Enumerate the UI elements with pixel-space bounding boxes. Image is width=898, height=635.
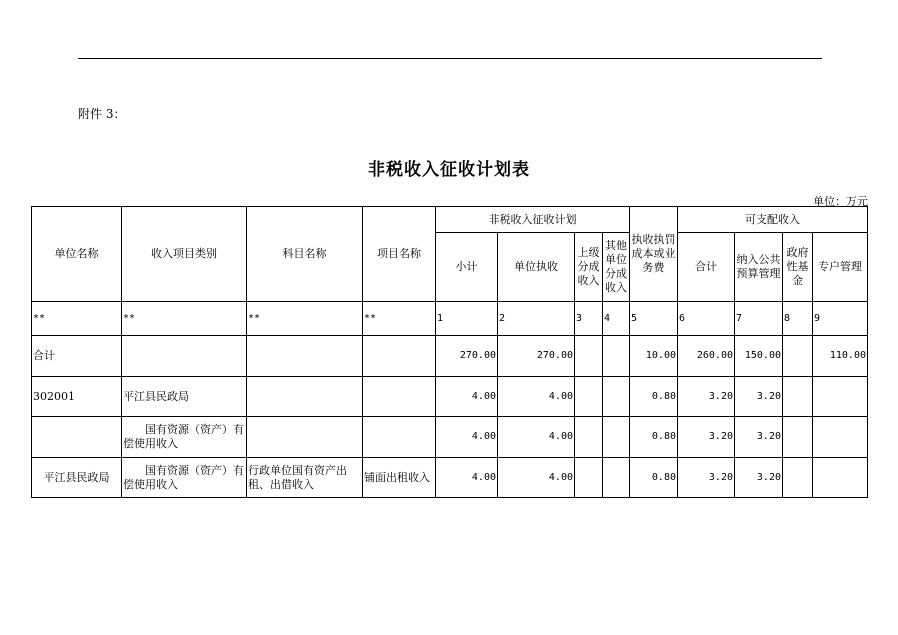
value-cell	[603, 336, 630, 377]
index-cell: **	[363, 302, 436, 336]
category-cell: 国有资源（资产）有偿使用收入	[122, 417, 247, 458]
value-cell	[575, 458, 603, 498]
attachment-label: 附件 3：	[78, 107, 126, 121]
header-enforce-cost: 执收执罚成本或业务费	[630, 207, 678, 302]
subject-cell: 行政单位国有资产出租、出借收入	[247, 458, 363, 498]
header-special-mgmt: 专户管理	[813, 233, 868, 302]
table-row	[32, 377, 868, 417]
value-cell	[783, 336, 813, 377]
value-cell	[603, 417, 630, 458]
table-row	[32, 417, 868, 458]
value-cell	[813, 417, 868, 458]
value-cell	[813, 377, 868, 417]
value-cell	[575, 377, 603, 417]
value-cell	[603, 458, 630, 498]
index-cell: 8	[783, 302, 813, 336]
index-cell: **	[32, 302, 122, 336]
header-gov-fund: 政府性基金	[783, 233, 813, 302]
header-income-category: 收入项目类别	[122, 207, 247, 302]
value-cell: 270.00	[436, 336, 498, 377]
header-unit-collect: 单位执收	[498, 233, 575, 302]
top-rule	[78, 58, 822, 59]
index-cell: 9	[813, 302, 868, 336]
table-row	[32, 458, 868, 498]
header-item-name: 项目名称	[363, 207, 436, 302]
value-cell: 3.20	[735, 377, 783, 417]
value-cell: 4.00	[498, 377, 575, 417]
header-plan-group: 非税收入征收计划	[436, 207, 630, 233]
value-cell	[813, 458, 868, 498]
value-cell: 3.20	[735, 417, 783, 458]
unit-label: 单位：万元	[813, 195, 868, 208]
value-cell: 3.20	[678, 417, 735, 458]
item-cell: 铺面出租收入	[363, 458, 436, 498]
header-unit-name: 单位名称	[32, 207, 122, 302]
unit-cell: 合计	[32, 336, 122, 377]
item-cell	[363, 336, 436, 377]
header-total: 合计	[678, 233, 735, 302]
value-cell	[783, 458, 813, 498]
value-cell: 3.20	[735, 458, 783, 498]
value-cell	[603, 377, 630, 417]
subject-cell	[247, 417, 363, 458]
item-cell	[363, 417, 436, 458]
subject-cell	[247, 336, 363, 377]
index-cell: 7	[735, 302, 783, 336]
value-cell	[783, 377, 813, 417]
index-cell: 3	[575, 302, 603, 336]
index-cell: 6	[678, 302, 735, 336]
item-cell	[363, 377, 436, 417]
category-cell: 平江县民政局	[122, 377, 247, 417]
value-cell: 110.00	[813, 336, 868, 377]
index-cell: **	[122, 302, 247, 336]
value-cell: 4.00	[436, 377, 498, 417]
page-title: 非税收入征收计划表	[368, 160, 530, 180]
value-cell	[783, 417, 813, 458]
header-public-budget: 纳入公共预算管理	[735, 233, 783, 302]
value-cell: 260.00	[678, 336, 735, 377]
index-cell: 5	[630, 302, 678, 336]
value-cell: 3.20	[678, 377, 735, 417]
index-cell: **	[247, 302, 363, 336]
index-cell: 4	[603, 302, 630, 336]
header-subtotal: 小计	[436, 233, 498, 302]
value-cell	[575, 336, 603, 377]
index-row	[32, 302, 868, 336]
subject-cell	[247, 377, 363, 417]
value-cell: 0.80	[630, 458, 678, 498]
index-cell: 1	[436, 302, 498, 336]
index-cell: 2	[498, 302, 575, 336]
value-cell: 4.00	[436, 458, 498, 498]
value-cell: 3.20	[678, 458, 735, 498]
header-upper-share: 上级分成收入	[575, 233, 603, 302]
value-cell: 0.80	[630, 377, 678, 417]
value-cell: 150.00	[735, 336, 783, 377]
header-other-share: 其他单位分成收入	[603, 233, 630, 302]
value-cell: 4.00	[498, 458, 575, 498]
value-cell	[575, 417, 603, 458]
header-subject-name: 科目名称	[247, 207, 363, 302]
unit-cell: 302001	[32, 377, 122, 417]
table-row	[32, 336, 868, 377]
header-row-1	[32, 207, 868, 233]
plan-table	[31, 206, 868, 498]
value-cell: 0.80	[630, 417, 678, 458]
value-cell: 270.00	[498, 336, 575, 377]
value-cell: 4.00	[498, 417, 575, 458]
category-cell: 国有资源（资产）有偿使用收入	[122, 458, 247, 498]
unit-cell	[32, 417, 122, 458]
value-cell: 4.00	[436, 417, 498, 458]
unit-cell: 平江县民政局	[32, 458, 122, 498]
value-cell: 10.00	[630, 336, 678, 377]
category-cell	[122, 336, 247, 377]
header-disposable-group: 可支配收入	[678, 207, 868, 233]
